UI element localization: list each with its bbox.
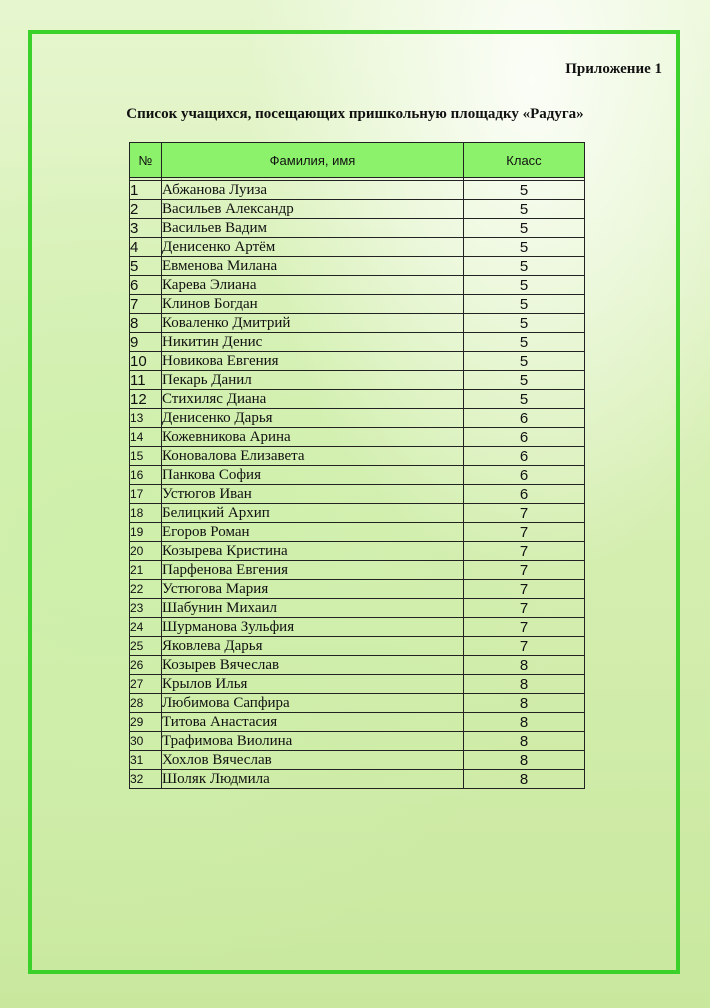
student-class: 7	[464, 542, 585, 561]
row-number: 19	[130, 523, 162, 542]
student-name: Васильев Александр	[162, 200, 464, 219]
student-class: 7	[464, 523, 585, 542]
table-row	[130, 618, 585, 637]
row-number: 20	[130, 542, 162, 561]
student-class: 8	[464, 675, 585, 694]
row-number: 1	[130, 181, 162, 200]
student-name: Новикова Евгения	[162, 352, 464, 371]
table-row	[130, 390, 585, 409]
table-row	[130, 219, 585, 238]
row-number: 26	[130, 656, 162, 675]
student-class: 5	[464, 257, 585, 276]
student-class: 8	[464, 751, 585, 770]
student-class: 5	[464, 314, 585, 333]
student-name: Денисенко Артём	[162, 238, 464, 257]
row-number: 17	[130, 485, 162, 504]
header-class: Класс	[464, 143, 585, 178]
table-row	[130, 295, 585, 314]
table-row	[130, 656, 585, 675]
row-number: 24	[130, 618, 162, 637]
table-row	[130, 371, 585, 390]
student-name: Абжанова Луиза	[162, 181, 464, 200]
student-class: 8	[464, 770, 585, 789]
table-row	[130, 485, 585, 504]
row-number: 12	[130, 390, 162, 409]
table-row	[130, 238, 585, 257]
row-number: 30	[130, 732, 162, 751]
student-name: Козырева Кристина	[162, 542, 464, 561]
row-number: 25	[130, 637, 162, 656]
row-number: 5	[130, 257, 162, 276]
row-number: 15	[130, 447, 162, 466]
student-name: Парфенова Евгения	[162, 561, 464, 580]
row-number: 32	[130, 770, 162, 789]
student-name: Шабунин Михаил	[162, 599, 464, 618]
student-name: Крылов Илья	[162, 675, 464, 694]
table-row	[130, 409, 585, 428]
row-number: 2	[130, 200, 162, 219]
row-number: 21	[130, 561, 162, 580]
row-number: 31	[130, 751, 162, 770]
table-row	[130, 523, 585, 542]
student-name: Стихиляс Диана	[162, 390, 464, 409]
student-name: Карева Элиана	[162, 276, 464, 295]
student-name: Шурманова Зульфия	[162, 618, 464, 637]
student-class: 5	[464, 181, 585, 200]
row-number: 8	[130, 314, 162, 333]
student-name: Егоров Роман	[162, 523, 464, 542]
student-name: Любимова Сапфира	[162, 694, 464, 713]
table-row	[130, 200, 585, 219]
student-class: 7	[464, 618, 585, 637]
student-class: 6	[464, 428, 585, 447]
student-class: 5	[464, 295, 585, 314]
table-row	[130, 333, 585, 352]
document-title: Список учащихся, посещающих пришкольную площадку «Радуга»	[126, 106, 584, 122]
header-number: №	[130, 143, 162, 178]
student-name: Коваленко Дмитрий	[162, 314, 464, 333]
table-row	[130, 732, 585, 751]
student-class: 7	[464, 504, 585, 523]
table-row	[130, 713, 585, 732]
student-class: 7	[464, 580, 585, 599]
student-name: Титова Анастасия	[162, 713, 464, 732]
row-number: 3	[130, 219, 162, 238]
row-number: 6	[130, 276, 162, 295]
row-number: 11	[130, 371, 162, 390]
student-class: 6	[464, 466, 585, 485]
student-class: 6	[464, 485, 585, 504]
row-number: 29	[130, 713, 162, 732]
row-number: 28	[130, 694, 162, 713]
table-row	[130, 428, 585, 447]
table-row	[130, 770, 585, 789]
student-name: Хохлов Вячеслав	[162, 751, 464, 770]
student-class: 5	[464, 352, 585, 371]
table-row	[130, 276, 585, 295]
student-name: Кожевникова Арина	[162, 428, 464, 447]
student-class: 5	[464, 276, 585, 295]
student-name: Устюгов Иван	[162, 485, 464, 504]
student-name: Трафимова Виолина	[162, 732, 464, 751]
student-name: Никитин Денис	[162, 333, 464, 352]
table-row	[130, 447, 585, 466]
table-header-row	[130, 143, 585, 178]
table-row	[130, 352, 585, 371]
student-class: 6	[464, 447, 585, 466]
table-row	[130, 466, 585, 485]
student-name: Коновалова Елизавета	[162, 447, 464, 466]
annex-label: Приложение 1	[565, 61, 662, 77]
row-number: 22	[130, 580, 162, 599]
table-row	[130, 257, 585, 276]
header-name: Фамилия, имя	[162, 143, 464, 178]
student-class: 5	[464, 200, 585, 219]
student-name: Шоляк Людмила	[162, 770, 464, 789]
row-number: 10	[130, 352, 162, 371]
table-row	[130, 580, 585, 599]
student-class: 7	[464, 599, 585, 618]
student-class: 5	[464, 371, 585, 390]
student-name: Устюгова Мария	[162, 580, 464, 599]
row-number: 16	[130, 466, 162, 485]
student-class: 8	[464, 713, 585, 732]
table-row	[130, 561, 585, 580]
student-name: Белицкий Архип	[162, 504, 464, 523]
student-class: 6	[464, 409, 585, 428]
student-class: 8	[464, 732, 585, 751]
table-row	[130, 637, 585, 656]
student-name: Евменова Милана	[162, 257, 464, 276]
student-class: 5	[464, 390, 585, 409]
student-class: 7	[464, 637, 585, 656]
student-name: Васильев Вадим	[162, 219, 464, 238]
table-row	[130, 504, 585, 523]
table-row	[130, 751, 585, 770]
table-row	[130, 599, 585, 618]
student-name: Клинов Богдан	[162, 295, 464, 314]
student-class: 5	[464, 219, 585, 238]
row-number: 4	[130, 238, 162, 257]
student-class: 5	[464, 333, 585, 352]
row-number: 18	[130, 504, 162, 523]
student-name: Денисенко Дарья	[162, 409, 464, 428]
students-table	[129, 142, 585, 789]
row-number: 14	[130, 428, 162, 447]
row-number: 13	[130, 409, 162, 428]
student-class: 5	[464, 238, 585, 257]
table-row	[130, 675, 585, 694]
table-row	[130, 542, 585, 561]
student-name: Яковлева Дарья	[162, 637, 464, 656]
student-class: 8	[464, 694, 585, 713]
row-number: 7	[130, 295, 162, 314]
student-name: Козырев Вячеслав	[162, 656, 464, 675]
student-class: 7	[464, 561, 585, 580]
table-row	[130, 181, 585, 200]
table-row	[130, 314, 585, 333]
student-name: Пекарь Данил	[162, 371, 464, 390]
student-class: 8	[464, 656, 585, 675]
table-body	[130, 181, 585, 789]
row-number: 9	[130, 333, 162, 352]
student-name: Панкова София	[162, 466, 464, 485]
row-number: 23	[130, 599, 162, 618]
row-number: 27	[130, 675, 162, 694]
table-row	[130, 694, 585, 713]
